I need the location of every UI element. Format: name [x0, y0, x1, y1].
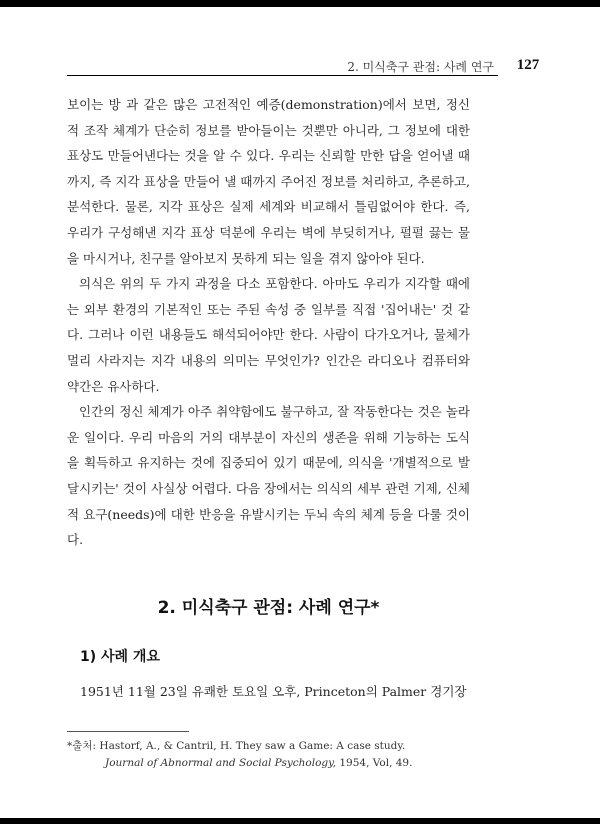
footnote-details: 1954, Vol, 49. — [339, 757, 413, 769]
body-text — [67, 92, 470, 553]
footnote-rule — [67, 731, 189, 732]
paragraph-1: 보이는 방 과 같은 많은 고전적인 예증(demonstration)에서 보면, 정신적 조작 체계가 단순히 정보를 받아들이는 것뿐만 아니라, 그 정보에 대한 표상도 만들어낸다는 것을 알 수 있다. 우리는 신뢰할 만한 답을 얻어낼 때까지, 즉 지각 표상을 만들어 낼 때까지 주어진 정보를 처리하고, 추론하고, 분석한다. 물론, 지각 표상은 실제 세계와 비교해서 틀림없어야 한다. 즉, 우리가 구성해낸 지각 표상 덕분에 우리는 벽에 부딪히거나, 펄펄 끓는 물을 마시거나, 친구를 알아보지 못하게 되는 일을 겪지 않아야 된다. — [67, 97, 470, 266]
paragraph-2: 의식은 위의 두 가지 과정을 다소 포함한다. 아마도 우리가 지각할 때에는 외부 환경의 기본적인 또는 주된 속성 중 일부를 직접 '집어내는' 것 같다. 그러나 이런 내용들도 해석되어야만 한다. 사람이 다가오거나, 물체가 멀리 사라지는 지각 내용의 의미는 무엇인가? 인간은 라디오나 컴퓨터와 약간은 유사하다. — [67, 276, 470, 394]
footnote-citation: Hastorf, A., & Cantril, H. They saw a Game: A case study. — [99, 740, 406, 752]
top-border-bar — [0, 0, 600, 7]
footnote — [67, 738, 470, 772]
header-rule — [67, 75, 498, 76]
footnote-line-2 — [67, 755, 470, 772]
footnote-marker: *출처: — [67, 740, 97, 752]
paragraph-start: 1951년 11월 23일 유쾌한 토요일 오후, Princeton의 Palmer 경기장 — [80, 684, 467, 699]
footnote-journal: Journal of Abnormal and Social Psychology, — [105, 757, 337, 769]
bottom-border-bar — [0, 818, 600, 824]
page-header — [67, 54, 550, 76]
subsection-heading: 1) 사례 개요 — [80, 649, 160, 665]
section-heading: 2. 미식축구 관점: 사례 연구* — [157, 598, 380, 618]
running-title: 2. 미식축구 관점: 사례 연구 — [347, 60, 494, 74]
paragraph-3: 인간의 정신 체계가 아주 취약함에도 불구하고, 잘 작동한다는 것은 놀라운 일이다. 우리 마음의 거의 대부분이 자신의 생존을 위해 기능하는 도식을 획득하고 유지하는 것에 집중되어 있기 때문에, 의식을 '개별적으로 발달시키는' 것이 사실상 어렵다. 다음 장에서는 의식의 세부 관련 기제, 신체적 요구(needs)에 대한 반응을 유발시키는 두뇌 속의 체계 등을 다룰 것이다. — [67, 404, 470, 548]
page-number: 127 — [516, 57, 540, 73]
